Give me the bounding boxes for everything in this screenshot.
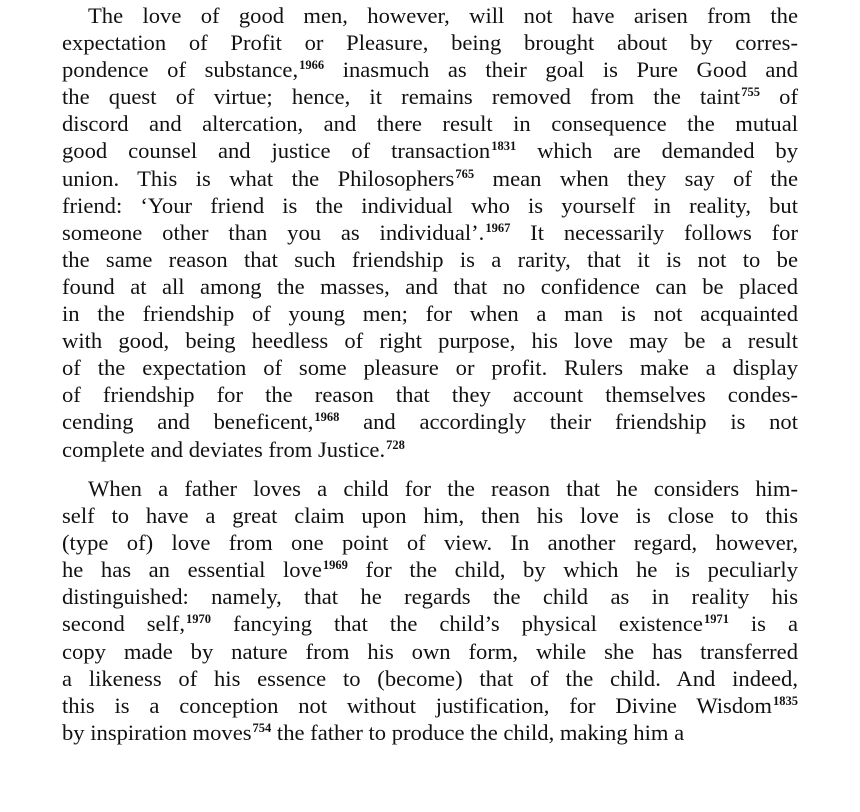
text-run: cending and beneficent, [62,409,314,435]
text-run: is a [728,611,798,637]
text-line [62,165,798,192]
text-line [62,219,798,246]
text-line [62,192,798,219]
footnote-marker: 1971 [703,612,729,627]
text-run: the same reason that such friendship is a rarity, that it is not to be [62,246,798,272]
text-run: distinguished: namely, that he regards the child as in reality his [62,584,798,610]
text-line [62,408,798,435]
paragraph-father-love [62,475,798,746]
text-run: It necessarily follows for [510,219,798,245]
text-run: mean when they say of the [474,165,798,191]
text-run: of friendship for the reason that they account themselves condes- [62,382,798,408]
text-run: fancying that the child’s physical existence [210,611,703,637]
text-run: discord and altercation, and there result in consequence the mutual [62,111,798,137]
text-line [62,692,798,719]
text-run: good counsel and justice of transaction [62,138,491,164]
text-run: by inspiration moves [62,719,252,745]
text-run: in the friendship of young men; for when a man is not acquainted [62,301,798,327]
footnote-marker: 1831 [491,139,517,154]
text-line [62,610,798,637]
text-line [62,83,798,110]
text-line [62,583,798,610]
text-run: pondence of substance, [62,57,299,83]
footnote-marker: 728 [386,437,405,452]
text-line [62,137,798,164]
text-run: second self, [62,611,185,637]
footnote-marker: 754 [252,720,272,735]
text-run: of [759,84,798,110]
text-run: friend: ‘Your friend is the individual who is yourself in reality, but [62,192,798,218]
text-line [62,475,798,502]
text-run: someone other than you as individual’. [62,219,485,245]
text-line [62,110,798,137]
paragraph-friendship-of-good-men [62,2,798,463]
text-run: The love of good men, however, will not have arisen from the [88,3,798,28]
footnote-marker: 1835 [773,693,798,708]
text-run: union. This is what the Philosophers [62,165,455,191]
footnote-marker: 765 [455,166,475,181]
text-run: When a father loves a child for the reason that he considers him- [88,476,798,501]
text-run: and accordingly their friendship is not [339,409,799,435]
text-line [62,327,798,354]
text-run: the father to produce the child, making him a [271,719,685,745]
text-run: a likeness of his essence to (become) that of the child. And indeed, [62,665,798,691]
footnote-marker: 1969 [322,558,348,573]
footnote-marker: 755 [741,85,760,100]
text-line [62,2,798,29]
text-line [62,529,798,556]
text-line [62,273,798,300]
text-run: with good, being heedless of right purpose, his love may be a result [62,328,798,354]
text-run: found at all among the masses, and that no confidence can be placed [62,273,798,299]
text-run: complete and deviates from Justice. [62,436,386,462]
footnote-marker: 1967 [485,220,511,235]
text-run: he has an essential love [62,557,322,583]
text-run: (type of) love from one point of view. In another regard, however, [62,530,798,556]
text-run: copy made by nature from his own form, while she has transferred [62,638,798,664]
text-line [62,665,798,692]
text-line [62,502,798,529]
text-run: self to have a great claim upon him, then his love is close to this [62,503,798,529]
footnote-marker: 1968 [314,410,340,425]
footnote-marker: 1966 [299,58,325,73]
text-line [62,381,798,408]
text-line [62,29,798,56]
text-run: inasmuch as their goal is Pure Good and [324,57,798,83]
footnote-marker: 1970 [185,612,211,627]
text-run: the quest of virtue; hence, it remains removed from the taint [62,84,741,110]
text-line [62,556,798,583]
text-line [62,300,798,327]
text-run: expectation of Profit or Pleasure, being brought about by corres- [62,30,798,56]
text-run: this is a conception not without justification, for Divine Wisdom [62,692,772,718]
text-line [62,436,798,463]
text-run: for the child, by which he is peculiarly [347,557,798,583]
text-line [62,56,798,83]
text-line [62,638,798,665]
text-line [62,246,798,273]
text-line [62,354,798,381]
text-run: of the expectation of some pleasure or profit. Rulers make a display [62,355,798,381]
text-run: which are demanded by [516,138,798,164]
text-line [62,719,798,746]
